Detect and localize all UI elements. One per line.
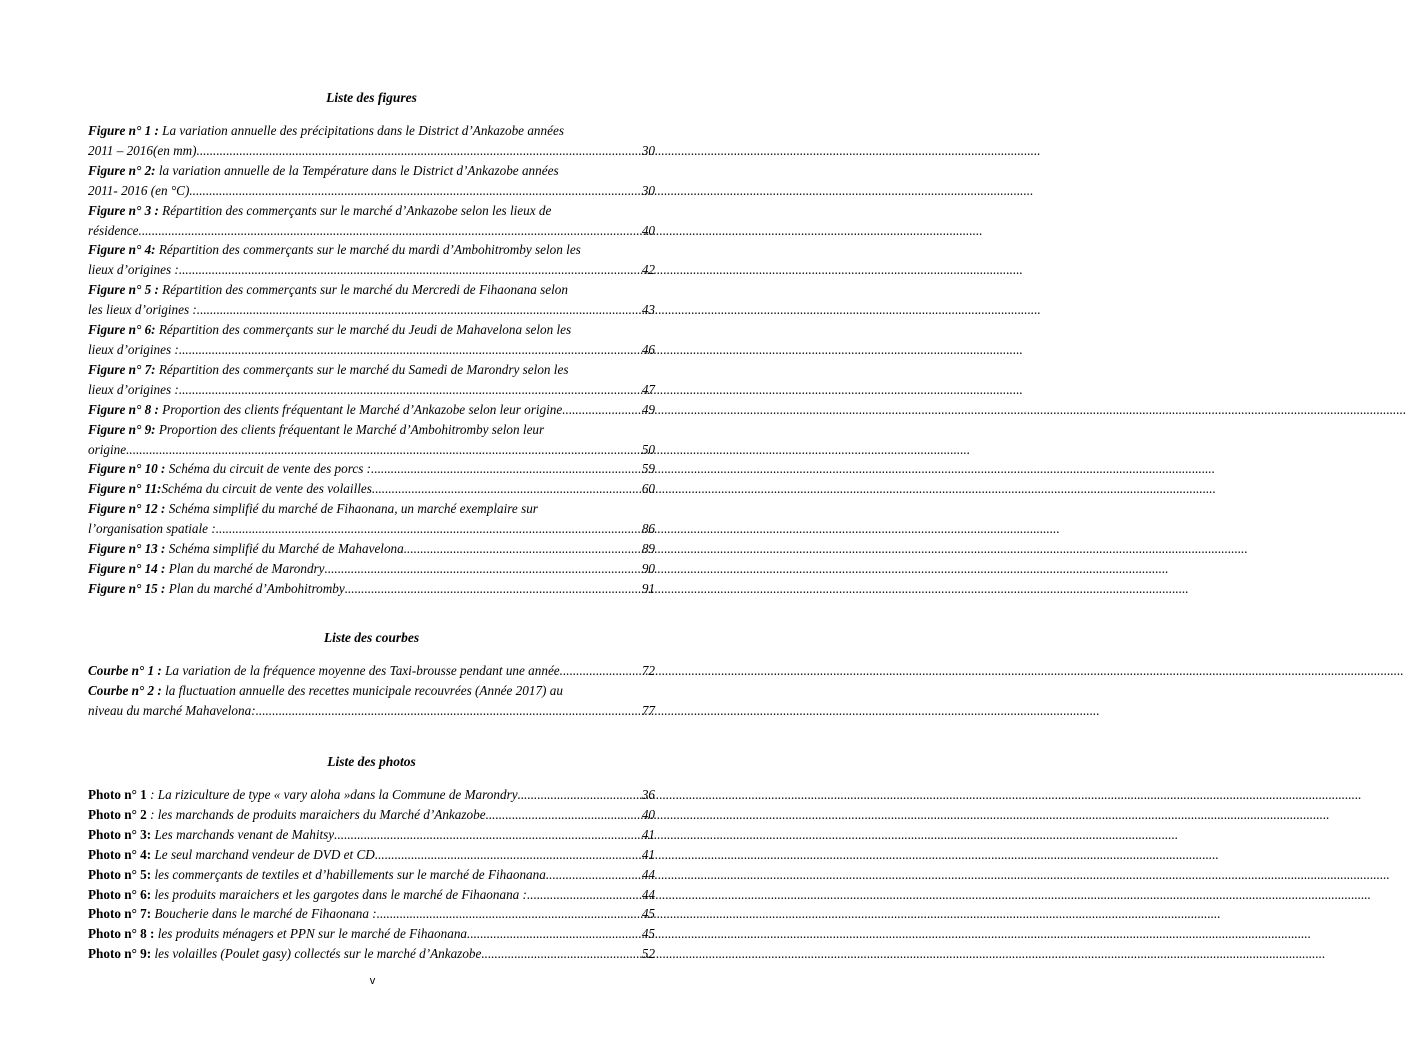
figure-entry-label: Figure n° 15 : <box>88 580 166 596</box>
page-ref: 36 <box>641 787 655 802</box>
figure-entry-text: Répartition des commerçants sur le marché d’Ankazobe selon les lieux de <box>158 202 552 218</box>
dot-leader <box>560 661 642 681</box>
figure-entry-text-cont: lieux d’origines : <box>88 341 179 357</box>
dot-leader <box>139 221 642 241</box>
page-ref: 49 <box>641 401 655 417</box>
figure-entry[interactable] <box>88 161 655 201</box>
figure-entry[interactable] <box>88 479 655 499</box>
page-ref: 45 <box>641 926 655 942</box>
dot-leader <box>179 340 642 360</box>
page-number: v <box>369 975 376 987</box>
figure-entry[interactable] <box>88 420 655 460</box>
page-ref: 44 <box>641 866 655 882</box>
page-ref: 46 <box>641 341 655 357</box>
page-ref: 77 <box>641 702 655 718</box>
figure-entry-label: Figure n° 13 : <box>88 541 166 557</box>
page-ref: 86 <box>641 521 655 537</box>
figure-entry[interactable] <box>88 559 655 579</box>
page-ref: 59 <box>641 461 655 477</box>
photo-entry-text: Le seul marchand vendeur de DVD et CD <box>151 846 375 862</box>
figure-entry-text-cont: l’organisation spatiale : <box>88 521 216 537</box>
figure-entry-label: Figure n° 8 : <box>88 401 159 417</box>
figure-entry-text: Plan du marché d’Ambohitromby <box>165 580 345 596</box>
figure-entry-label: Figure n° 5 : <box>88 282 159 298</box>
photo-entry[interactable] <box>88 904 655 924</box>
photo-entry-label: Photo n° 7: <box>88 906 152 922</box>
photo-entry-text: : les marchands de produits maraichers du Marché d’Ankazobe <box>146 806 486 822</box>
photos-title: Liste des photos <box>327 754 416 769</box>
page-ref: 40 <box>641 806 655 822</box>
figure-entry-text: Proportion des clients fréquentant le Marché d’Ambohitromby selon leur <box>155 421 545 437</box>
figure-entry-text: Répartition des commerçants sur le marché du mardi d’Ambohitromby selon les <box>155 242 581 258</box>
figure-entry-label: Figure n° 1 : <box>88 123 159 138</box>
figure-entry-label: Figure n° 7: <box>88 361 156 377</box>
page-ref: 90 <box>641 560 655 576</box>
figure-entry-label: Figure n° 4: <box>88 242 156 258</box>
page-ref: 30 <box>641 142 655 158</box>
figure-entry-label: Figure n° 11: <box>88 481 162 497</box>
figure-entry[interactable] <box>88 121 655 161</box>
photo-entry-text: les produits ménagers et PPN sur le marché de Fihaonana <box>154 926 468 942</box>
figure-entry-text: Schéma du circuit de vente des porcs : <box>165 461 372 477</box>
page-ref: 43 <box>641 302 655 318</box>
photo-entry[interactable] <box>88 924 655 944</box>
photo-entry-text: les volailles (Poulet gasy) collectés sur le marché d’Ankazobe <box>151 946 482 962</box>
figure-entry[interactable] <box>88 459 655 479</box>
courbe-entry-text: La variation de la fréquence moyenne des Taxi-brousse pendant une année <box>161 663 560 678</box>
figure-entry-text: Schéma du circuit de vente des volailles <box>161 481 372 497</box>
dot-leader <box>377 904 642 924</box>
figure-entry-text: Répartition des commerçants sur le marché du Jeudi de Mahavelona selon les <box>155 322 572 338</box>
figure-entry-text: Plan du marché de Marondry <box>165 560 325 576</box>
courbe-entry-text: la fluctuation annuelle des recettes municipale recouvrées (Année 2017) au <box>161 682 563 698</box>
page-ref: 40 <box>641 222 655 238</box>
page-ref: 52 <box>641 946 655 962</box>
figure-entry-text-cont: lieux d’origines : <box>88 381 179 397</box>
figure-entry-text: Schéma simplifié du Marché de Mahavelona <box>165 541 404 557</box>
dot-leader <box>486 805 642 825</box>
dot-leader <box>546 865 642 885</box>
figure-entry-text: Proportion des clients fréquentant le Marché d’Ankazobe selon leur origine <box>158 401 563 417</box>
dot-leader <box>562 400 642 420</box>
courbe-entry-text-cont: niveau du marché Mahavelona: <box>88 702 256 718</box>
photo-entry-label: Photo n° 1 <box>88 787 147 802</box>
photo-entry-label: Photo n° 4: <box>88 846 152 862</box>
dot-leader <box>467 924 642 944</box>
courbe-entry-label: Courbe n° 1 : <box>88 663 162 678</box>
figure-entry[interactable] <box>88 320 655 360</box>
page-ref: 91 <box>641 580 655 596</box>
figure-entry[interactable] <box>88 201 655 241</box>
figure-entry-label: Figure n° 9: <box>88 421 156 437</box>
figure-entry-text-cont: les lieux d’origines : <box>88 302 197 318</box>
photo-entry-text: les produits maraichers et les gargotes dans le marché de Fihaonana : <box>151 886 527 902</box>
photo-entry-label: Photo n° 5: <box>88 866 152 882</box>
figures-list <box>88 121 655 599</box>
figure-entry-text: Répartition des commerçants sur le marché du Mercredi de Fihaonana selon <box>158 282 568 298</box>
dot-leader <box>189 181 641 201</box>
dot-leader <box>372 479 642 499</box>
dot-leader <box>334 825 642 845</box>
photos-list <box>88 785 655 964</box>
dot-leader <box>371 459 642 479</box>
dot-leader <box>481 944 641 964</box>
photo-entry[interactable] <box>88 785 655 805</box>
figure-entry-text-cont: origine <box>88 441 127 457</box>
figure-entry-text-cont: 2011- 2016 (en °C) <box>88 182 190 198</box>
figure-entry-label: Figure n° 3 : <box>88 202 159 218</box>
figure-entry-text: Schéma simplifié du marché de Fihaonana, un marché exemplaire sur <box>165 501 538 517</box>
dot-leader <box>216 519 642 539</box>
photo-entry-text: Les marchands venant de Mahitsy <box>151 826 335 842</box>
dot-leader <box>179 260 642 280</box>
dot-leader <box>197 300 642 320</box>
figure-entry-text-cont: lieux d’origines : <box>88 262 179 278</box>
photo-entry-label: Photo n° 3: <box>88 826 152 842</box>
figures-section <box>88 88 655 599</box>
figure-entry-text-cont: 2011 – 2016(en mm) <box>88 142 197 158</box>
dot-leader <box>126 440 642 460</box>
photo-entry-text: Boucherie dans le marché de Fihaonana : <box>151 906 377 922</box>
dot-leader <box>345 579 642 599</box>
page-ref: 50 <box>641 441 655 457</box>
page-ref: 42 <box>641 262 655 278</box>
figure-entry-label: Figure n° 2: <box>88 162 156 178</box>
photo-entry-label: Photo n° 8 : <box>88 926 155 942</box>
page-ref: 60 <box>641 481 655 497</box>
figure-entry-label: Figure n° 6: <box>88 322 156 338</box>
dot-leader <box>325 559 642 579</box>
photos-section <box>88 752 655 964</box>
page-ref: 89 <box>641 541 655 557</box>
page-ref: 41 <box>641 846 655 862</box>
dot-leader <box>518 785 642 805</box>
page-ref: 44 <box>641 886 655 902</box>
photo-entry-label: Photo n° 9: <box>88 946 152 962</box>
figures-title: Liste des figures <box>326 90 417 105</box>
page-ref: 30 <box>641 182 655 198</box>
figure-entry-text: Répartition des commerçants sur le marché du Samedi de Marondry selon les <box>155 361 569 377</box>
photo-entry-text: les commerçants de textiles et d’habillements sur le marché de Fihaonana <box>151 866 546 882</box>
photo-entry[interactable] <box>88 805 655 825</box>
dot-leader <box>527 885 642 905</box>
photo-entry[interactable] <box>88 865 655 885</box>
figure-entry[interactable] <box>88 360 655 400</box>
figure-entry[interactable] <box>88 499 655 539</box>
courbes-section <box>88 628 655 721</box>
figure-entry[interactable] <box>88 539 655 559</box>
figure-entry-text: la variation annuelle de la Température dans le District d’Ankazobe années <box>155 162 559 178</box>
page-ref: 72 <box>641 663 655 678</box>
page-ref: 41 <box>641 826 655 842</box>
figure-entry-label: Figure n° 10 : <box>88 461 166 477</box>
page-ref: 45 <box>641 906 655 922</box>
figure-entry-label: Figure n° 14 : <box>88 560 166 576</box>
photo-entry[interactable] <box>88 845 655 865</box>
photo-entry-label: Photo n° 2 <box>88 806 147 822</box>
figure-entry[interactable] <box>88 400 655 420</box>
figure-entry-label: Figure n° 12 : <box>88 501 166 517</box>
photo-entry[interactable] <box>88 885 655 905</box>
photo-entry[interactable] <box>88 944 655 964</box>
dot-leader <box>375 845 642 865</box>
page-ref: 47 <box>641 381 655 397</box>
dot-leader <box>256 701 642 721</box>
figure-entry[interactable] <box>88 280 655 320</box>
figure-entry-text-cont: résidence <box>88 222 139 238</box>
courbe-entry[interactable] <box>88 661 655 681</box>
courbes-title: Liste des courbes <box>323 630 420 645</box>
courbe-entry[interactable] <box>88 681 655 721</box>
dot-leader <box>179 380 642 400</box>
courbe-entry-label: Courbe n° 2 : <box>88 682 162 698</box>
figure-entry[interactable] <box>88 240 655 280</box>
figure-entry-text: La variation annuelle des précipitations dans le District d’Ankazobe années <box>158 123 564 138</box>
photo-entry[interactable] <box>88 825 655 845</box>
photo-entry-label: Photo n° 6: <box>88 886 152 902</box>
figure-entry[interactable] <box>88 579 655 599</box>
photo-entry-text: : La riziculture de type « vary aloha »dans la Commune de Marondry <box>146 787 518 802</box>
dot-leader <box>404 539 642 559</box>
courbes-list <box>88 661 655 721</box>
dot-leader <box>197 141 642 161</box>
